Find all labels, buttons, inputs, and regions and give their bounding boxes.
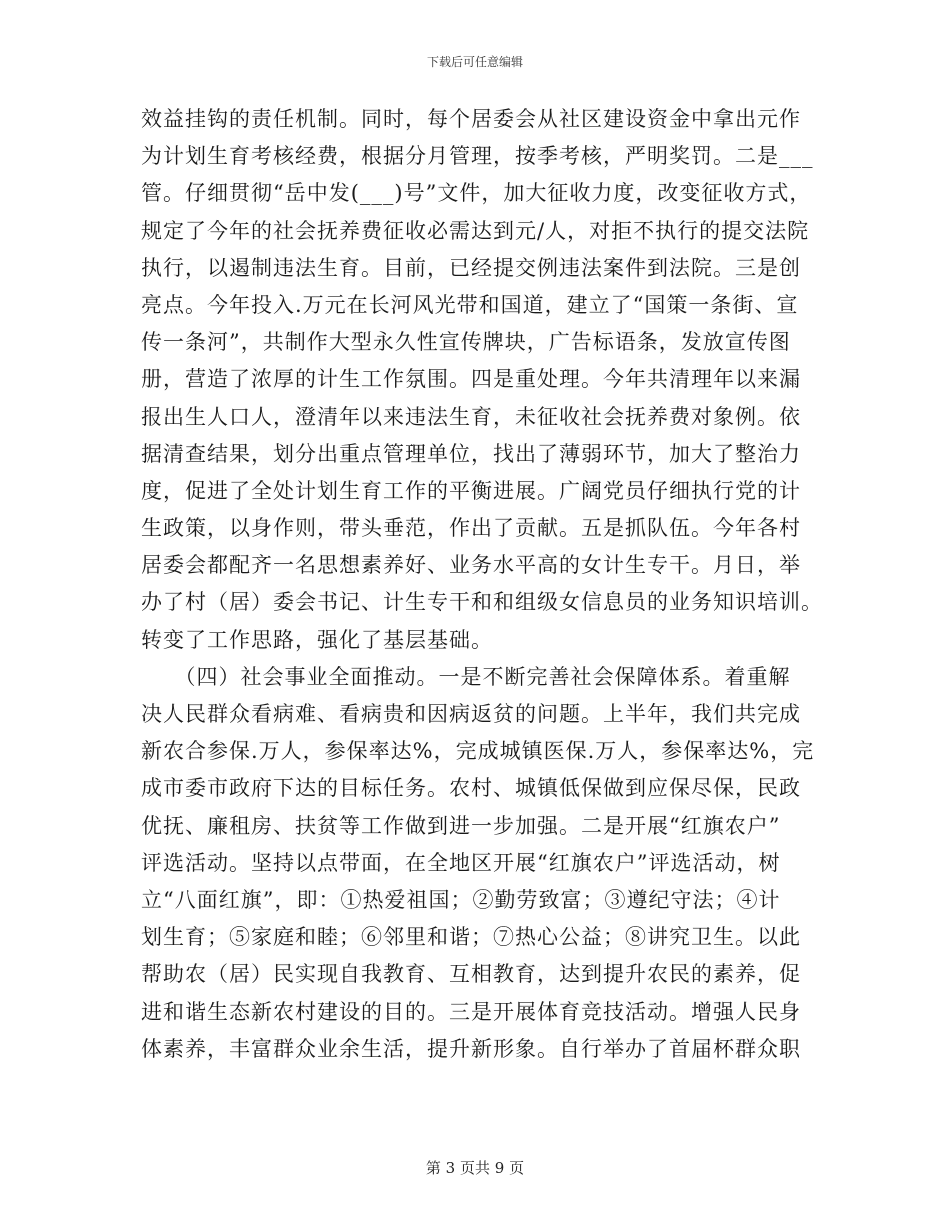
page-number: 第 3 页共 9 页 bbox=[425, 1159, 525, 1177]
text-line: 管。仔细贯彻“岳中发(___)号”文件，加大征收力度，改变征收方式， bbox=[141, 181, 812, 206]
text-line: 成市委市政府下达的目标任务。农村、城镇低保做到应保尽保，民政 bbox=[141, 776, 801, 801]
text-line: （四）社会事业全面推动。一是不断完善社会保障体系。着重解 bbox=[141, 664, 791, 689]
text-line: 立“八面红旗”，即：①热爱祖国；②勤劳致富；③遵纪守法；④计 bbox=[141, 887, 781, 912]
text-line: 转变了工作思路，强化了基层基础。 bbox=[141, 627, 493, 652]
text-line: 规定了今年的社会抚养费征收必需达到元/人，对拒不执行的提交法院 bbox=[141, 218, 810, 243]
text-line: 划生育；⑤家庭和睦；⑥邻里和谐；⑦热心公益；⑧讲究卫生。以此 bbox=[141, 925, 801, 950]
text-line: 居委会都配齐一名思想素养好、业务水平高的女计生专干。月日，举 bbox=[141, 553, 801, 578]
text-line: 据清查结果，划分出重点管理单位，找出了薄弱环节，加大了整治力 bbox=[141, 441, 801, 466]
text-line: 为计划生育考核经费，根据分月管理，按季考核，严明奖罚。二是___ bbox=[141, 144, 814, 169]
text-line: 优抚、廉租房、扶贫等工作做到进一步加强。二是开展“红旗农户” bbox=[141, 813, 781, 838]
text-line: 帮助农（居）民实现自我教育、互相教育，达到提升农民的素养，促 bbox=[141, 962, 801, 987]
text-line: 册，营造了浓厚的计生工作氛围。四是重处理。今年共清理年以来漏 bbox=[141, 367, 801, 392]
text-line: 执行，以遏制违法生育。目前，已经提交例违法案件到法院。三是创 bbox=[141, 255, 801, 280]
text-line: 办了村（居）委会书记、计生专干和和组级女信息员的业务知识培训。 bbox=[141, 590, 823, 615]
text-line: 生政策，以身作则，带头垂范，作出了贡献。五是抓队伍。今年各村 bbox=[141, 516, 801, 541]
text-line: 评选活动。坚持以点带面，在全地区开展“红旗农户”评选活动，树 bbox=[141, 850, 781, 875]
page-header-note: 下载后可任意编辑 bbox=[426, 55, 523, 69]
text-line: 新农合参保.万人，参保率达%，完成城镇医保.万人，参保率达%，完 bbox=[141, 739, 815, 764]
text-line: 亮点。今年投入.万元在长河风光带和国道，建立了“国策一条街、宣 bbox=[141, 292, 799, 317]
text-line: 决人民群众看病难、看病贵和因病返贫的问题。上半年，我们共完成 bbox=[141, 702, 801, 726]
document-body bbox=[141, 101, 821, 1068]
text-line: 传一条河”，共制作大型永久性宣传牌块，广告标语条，发放宣传图 bbox=[141, 330, 791, 355]
text-line: 进和谐生态新农村建设的目的。三是开展体育竞技活动。增强人民身 bbox=[141, 999, 801, 1024]
text-line: 体素养，丰富群众业余生活，提升新形象。自行举办了首届杯群众职 bbox=[141, 1036, 801, 1061]
text-line: 报出生人口人，澄清年以来违法生育，未征收社会抚养费对象例。依 bbox=[141, 404, 801, 429]
text-line: 效益挂钩的责任机制。同时，每个居委会从社区建设资金中拿出元作 bbox=[141, 107, 801, 131]
text-line: 度，促进了全处计划生育工作的平衡进展。广阔党员仔细执行党的计 bbox=[141, 478, 801, 503]
